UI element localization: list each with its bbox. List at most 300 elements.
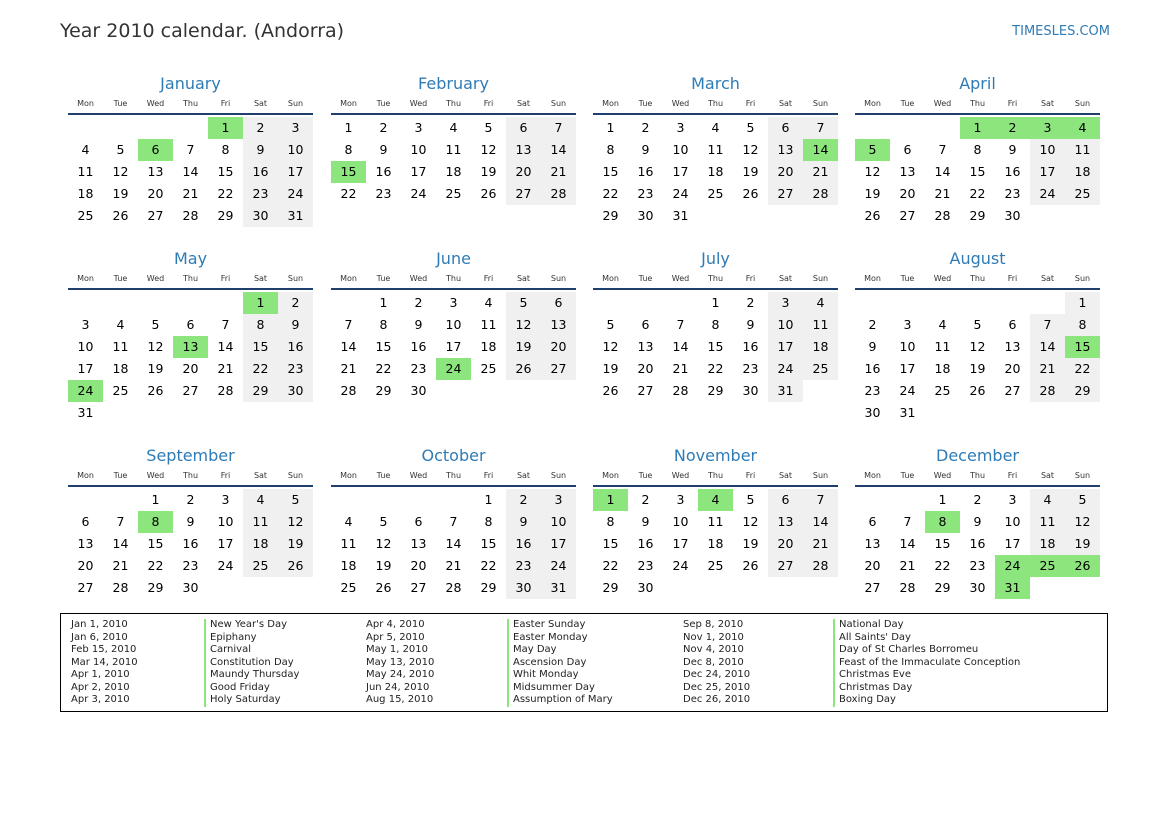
holiday-name: Good Friday: [210, 681, 270, 693]
day-cell: 3: [221, 492, 230, 507]
day-cell: 13: [899, 164, 916, 179]
day-cell: 27: [1004, 383, 1021, 398]
holiday-day-cell: 14: [803, 139, 838, 161]
day-cell: 30: [506, 577, 541, 599]
header-rule: [68, 113, 313, 115]
day-cell: 11: [934, 339, 951, 354]
day-cell: 25: [112, 383, 129, 398]
header-rule: [855, 288, 1100, 290]
week-row: [855, 577, 1100, 599]
day-cell: 19: [1065, 533, 1100, 555]
header-rule: [855, 113, 1100, 115]
holiday-date: May 24, 2010: [366, 669, 435, 680]
day-cell: 20: [899, 186, 916, 201]
week-row: [855, 533, 1100, 555]
empty-day-cell: [506, 380, 541, 402]
weekday-header: [68, 95, 313, 113]
day-cell: 13: [1004, 339, 1021, 354]
week-row: [593, 292, 838, 314]
day-cell: 28: [899, 580, 916, 595]
week-row: [331, 358, 576, 380]
weekday-label: Mon: [77, 471, 94, 480]
day-cell: 9: [868, 339, 877, 354]
day-cell: 17: [541, 533, 576, 555]
empty-day-cell: [103, 489, 138, 511]
week-row: [331, 577, 576, 599]
header-rule: [593, 288, 838, 290]
holiday-date: May 13, 2010: [366, 656, 435, 668]
week-row: [855, 380, 1100, 402]
day-cell: 25: [707, 186, 724, 201]
day-cell: 21: [803, 161, 838, 183]
day-cell: 18: [803, 336, 838, 358]
month-name: September: [146, 446, 235, 465]
week-row: [331, 533, 576, 555]
day-cell: 29: [602, 208, 619, 223]
day-cell: 30: [182, 580, 199, 595]
week-row: [593, 555, 838, 577]
day-cell: 10: [541, 511, 576, 533]
day-cell: 5: [973, 317, 982, 332]
empty-day-cell: [1065, 205, 1100, 227]
day-cell: 16: [1004, 164, 1021, 179]
day-cell: 6: [506, 117, 541, 139]
day-cell: 31: [768, 380, 803, 402]
day-cell: 7: [116, 514, 125, 529]
day-cell: 17: [77, 361, 94, 376]
day-cell: 22: [602, 186, 619, 201]
holiday-day-cell: 26: [1065, 555, 1100, 577]
day-cell: 26: [480, 186, 497, 201]
week-row: [855, 336, 1100, 358]
weekday-label: Wed: [933, 471, 952, 480]
day-cell: 9: [746, 317, 755, 332]
holiday-day-cell: 1: [243, 292, 278, 314]
day-cell: 3: [768, 292, 803, 314]
day-cell: 14: [541, 139, 576, 161]
weekday-label: Sat: [1040, 274, 1055, 283]
empty-day-cell: [925, 402, 960, 424]
day-cell: 20: [77, 558, 94, 573]
day-cell: 11: [803, 314, 838, 336]
day-cell: 6: [768, 489, 803, 511]
day-cell: 17: [1004, 536, 1021, 551]
day-cell: 27: [410, 580, 427, 595]
legend-dates-column: [71, 619, 138, 707]
day-cell: 1: [484, 492, 493, 507]
weekday-label: Sat: [253, 99, 268, 108]
day-cell: 25: [77, 208, 94, 223]
day-cell: 13: [410, 536, 427, 551]
day-cell: 22: [969, 186, 986, 201]
week-row: [68, 402, 313, 424]
day-cell: 28: [803, 183, 838, 205]
week-row: [331, 489, 576, 511]
day-cell: 28: [112, 580, 129, 595]
weekday-label: Fri: [220, 274, 231, 283]
month-june: [331, 248, 576, 402]
day-cell: 6: [541, 292, 576, 314]
brand-link[interactable]: TIMESLES.COM: [1012, 24, 1110, 39]
day-cell: 15: [375, 339, 392, 354]
week-row: [68, 183, 313, 205]
month-september: [68, 445, 313, 599]
weekday-label: Tue: [900, 99, 915, 108]
weekday-label: Thu: [445, 274, 462, 283]
day-cell: 9: [414, 317, 423, 332]
day-cell: 12: [742, 514, 759, 529]
weekday-label: Fri: [745, 274, 756, 283]
month-name: August: [949, 249, 1006, 268]
day-cell: 24: [899, 383, 916, 398]
day-cell: 18: [707, 164, 724, 179]
day-cell: 1: [938, 492, 947, 507]
weekday-label: Mon: [864, 99, 881, 108]
weekday-label: Sun: [1074, 99, 1091, 108]
holiday-date: May 1, 2010: [366, 644, 429, 655]
day-cell: 23: [375, 186, 392, 201]
day-cell: 12: [480, 142, 497, 157]
weekday-label: Thu: [969, 99, 986, 108]
day-cell: 13: [77, 536, 94, 551]
holiday-name: Maundy Thursday: [210, 669, 300, 680]
day-cell: 29: [602, 580, 619, 595]
day-cell: 25: [707, 558, 724, 573]
day-cell: 2: [243, 117, 278, 139]
weekday-label: Wed: [146, 99, 165, 108]
empty-day-cell: [68, 292, 103, 314]
holiday-date: Apr 4, 2010: [366, 619, 425, 630]
empty-day-cell: [733, 205, 768, 227]
day-cell: 25: [243, 555, 278, 577]
day-cell: 15: [602, 536, 619, 551]
day-cell: 7: [1030, 314, 1065, 336]
day-cell: 8: [711, 317, 720, 332]
day-cell: 13: [768, 139, 803, 161]
day-cell: 17: [410, 164, 427, 179]
weekday-label: Sat: [778, 471, 793, 480]
weekday-label: Mon: [864, 274, 881, 283]
holiday-day-cell: 8: [138, 511, 173, 533]
weekday-label: Wed: [409, 471, 428, 480]
day-cell: 26: [742, 186, 759, 201]
day-cell: 27: [899, 208, 916, 223]
week-row: [68, 139, 313, 161]
day-cell: 12: [506, 314, 541, 336]
week-row: [593, 117, 838, 139]
empty-day-cell: [890, 292, 925, 314]
day-cell: 2: [186, 492, 195, 507]
holiday-day-cell: 24: [68, 380, 103, 402]
day-cell: 26: [969, 383, 986, 398]
day-cell: 29: [375, 383, 392, 398]
day-cell: 11: [707, 514, 724, 529]
day-cell: 29: [243, 380, 278, 402]
holiday-day-cell: 24: [436, 358, 471, 380]
day-cell: 23: [637, 558, 654, 573]
day-cell: 11: [707, 142, 724, 157]
weekday-label: Tue: [376, 99, 391, 108]
day-cell: 12: [602, 339, 619, 354]
day-cell: 10: [278, 139, 313, 161]
day-cell: 24: [278, 183, 313, 205]
day-cell: 8: [973, 142, 982, 157]
empty-day-cell: [925, 292, 960, 314]
day-cell: 29: [934, 580, 951, 595]
empty-day-cell: [1030, 205, 1065, 227]
day-cell: 22: [602, 558, 619, 573]
week-row: [593, 533, 838, 555]
weekday-header: [855, 270, 1100, 288]
empty-day-cell: [471, 380, 506, 402]
weekday-label: Wed: [409, 274, 428, 283]
day-cell: 26: [864, 208, 881, 223]
day-cell: 6: [414, 514, 423, 529]
month-name: January: [160, 74, 221, 93]
day-cell: 18: [445, 164, 462, 179]
weekday-label: Fri: [483, 471, 494, 480]
day-cell: 7: [803, 117, 838, 139]
day-cell: 31: [77, 405, 94, 420]
weekday-label: Fri: [745, 471, 756, 480]
day-cell: 24: [217, 558, 234, 573]
weekday-label: Fri: [1007, 99, 1018, 108]
empty-day-cell: [890, 489, 925, 511]
day-cell: 4: [484, 295, 493, 310]
empty-day-cell: [401, 489, 436, 511]
weekday-label: Sun: [550, 274, 567, 283]
day-cell: 9: [278, 314, 313, 336]
week-row: [593, 314, 838, 336]
day-cell: 2: [746, 295, 755, 310]
day-cell: 10: [1004, 514, 1021, 529]
legend-names-column: [204, 619, 299, 707]
holiday-name: Ascension Day: [513, 656, 587, 668]
day-cell: 14: [340, 339, 357, 354]
weekday-header: [593, 270, 838, 288]
weekday-label: Mon: [602, 99, 619, 108]
day-cell: 12: [969, 339, 986, 354]
day-cell: 24: [672, 186, 689, 201]
day-cell: 17: [768, 336, 803, 358]
day-cell: 1: [606, 120, 615, 135]
day-cell: 14: [672, 339, 689, 354]
weekday-header: [855, 95, 1100, 113]
week-row: [855, 292, 1100, 314]
day-cell: 29: [217, 208, 234, 223]
week-row: [68, 358, 313, 380]
day-cell: 18: [340, 558, 357, 573]
day-cell: 29: [707, 383, 724, 398]
weekday-label: Tue: [638, 471, 653, 480]
header-rule: [331, 485, 576, 487]
day-cell: 24: [410, 186, 427, 201]
weekday-label: Mon: [864, 471, 881, 480]
weekday-header: [331, 95, 576, 113]
day-cell: 12: [112, 164, 129, 179]
weekday-label: Tue: [376, 274, 391, 283]
day-cell: 30: [742, 383, 759, 398]
day-cell: 23: [506, 555, 541, 577]
month-name: June: [436, 249, 471, 268]
day-cell: 23: [637, 186, 654, 201]
holiday-day-cell: 1: [960, 117, 995, 139]
empty-day-cell: [436, 380, 471, 402]
day-cell: 13: [637, 339, 654, 354]
day-cell: 7: [221, 317, 230, 332]
empty-day-cell: [278, 577, 313, 599]
day-cell: 17: [899, 361, 916, 376]
day-cell: 20: [1004, 361, 1021, 376]
day-cell: 18: [707, 536, 724, 551]
weekday-label: Thu: [969, 471, 986, 480]
day-cell: 5: [506, 292, 541, 314]
day-cell: 4: [81, 142, 90, 157]
day-cell: 15: [707, 339, 724, 354]
empty-day-cell: [138, 402, 173, 424]
day-cell: 16: [637, 164, 654, 179]
day-cell: 14: [934, 164, 951, 179]
day-cell: 4: [116, 317, 125, 332]
day-cell: 18: [77, 186, 94, 201]
empty-day-cell: [768, 205, 803, 227]
day-cell: 8: [221, 142, 230, 157]
day-cell: 22: [147, 558, 164, 573]
week-row: [68, 314, 313, 336]
week-row: [68, 117, 313, 139]
day-cell: 8: [344, 142, 353, 157]
day-cell: 3: [1008, 492, 1017, 507]
weekday-label: Wed: [671, 471, 690, 480]
month-name: October: [421, 446, 486, 465]
weekday-label: Mon: [602, 471, 619, 480]
empty-day-cell: [855, 117, 890, 139]
day-cell: 29: [1065, 380, 1100, 402]
weekday-label: Sun: [287, 99, 304, 108]
day-cell: 12: [375, 536, 392, 551]
day-cell: 10: [899, 339, 916, 354]
day-cell: 28: [340, 383, 357, 398]
holiday-day-cell: 4: [698, 489, 733, 511]
day-cell: 12: [742, 142, 759, 157]
day-cell: 2: [379, 120, 388, 135]
day-cell: 13: [541, 314, 576, 336]
empty-day-cell: [103, 117, 138, 139]
day-cell: 19: [602, 361, 619, 376]
legend-names-column: [833, 619, 1020, 707]
day-cell: 19: [278, 533, 313, 555]
weekday-header: [855, 467, 1100, 485]
day-cell: 26: [742, 558, 759, 573]
holiday-name: Christmas Day: [839, 681, 913, 693]
week-row: [68, 292, 313, 314]
day-cell: 21: [899, 558, 916, 573]
day-cell: 24: [541, 555, 576, 577]
empty-day-cell: [663, 577, 698, 599]
day-cell: 15: [147, 536, 164, 551]
week-row: [593, 489, 838, 511]
holiday-name: Day of St Charles Borromeu: [839, 644, 979, 655]
day-cell: 16: [243, 161, 278, 183]
day-cell: 9: [186, 514, 195, 529]
day-cell: 27: [768, 555, 803, 577]
empty-day-cell: [960, 292, 995, 314]
empty-day-cell: [103, 402, 138, 424]
holiday-date: Dec 26, 2010: [683, 694, 751, 705]
holiday-date: Apr 2, 2010: [71, 681, 130, 693]
week-row: [593, 183, 838, 205]
weekday-label: Sun: [550, 471, 567, 480]
holiday-name: Constitution Day: [210, 656, 294, 668]
week-row: [855, 358, 1100, 380]
holiday-date: Sep 8, 2010: [683, 619, 744, 630]
weekday-label: Wed: [933, 99, 952, 108]
day-cell: 9: [506, 511, 541, 533]
day-cell: 26: [112, 208, 129, 223]
empty-day-cell: [855, 292, 890, 314]
week-row: [855, 511, 1100, 533]
holiday-name: Christmas Eve: [839, 669, 911, 680]
day-cell: 7: [344, 317, 353, 332]
week-row: [68, 205, 313, 227]
day-cell: 8: [1065, 314, 1100, 336]
holiday-day-cell: 24: [995, 555, 1030, 577]
weekday-label: Thu: [182, 274, 199, 283]
week-row: [331, 117, 576, 139]
day-cell: 29: [147, 580, 164, 595]
header-rule: [855, 485, 1100, 487]
week-row: [68, 511, 313, 533]
day-cell: 17: [672, 164, 689, 179]
day-cell: 17: [1030, 161, 1065, 183]
day-cell: 13: [506, 139, 541, 161]
day-cell: 7: [449, 514, 458, 529]
empty-day-cell: [855, 489, 890, 511]
weekday-label: Sat: [778, 274, 793, 283]
day-cell: 31: [278, 205, 313, 227]
weekday-label: Thu: [707, 471, 724, 480]
day-cell: 28: [182, 208, 199, 223]
day-cell: 16: [410, 339, 427, 354]
day-cell: 2: [973, 492, 982, 507]
legend-dates-column: [366, 619, 434, 707]
month-january: [68, 73, 313, 227]
empty-day-cell: [803, 577, 838, 599]
holiday-day-cell: 3: [1030, 117, 1065, 139]
day-cell: 16: [506, 533, 541, 555]
day-cell: 6: [868, 514, 877, 529]
weekday-header: [68, 270, 313, 288]
week-row: [855, 402, 1100, 424]
day-cell: 10: [410, 142, 427, 157]
day-cell: 23: [969, 558, 986, 573]
day-cell: 5: [151, 317, 160, 332]
weekday-label: Wed: [146, 274, 165, 283]
empty-day-cell: [541, 380, 576, 402]
weekday-header: [331, 270, 576, 288]
day-cell: 9: [1008, 142, 1017, 157]
day-cell: 15: [480, 536, 497, 551]
empty-day-cell: [995, 292, 1030, 314]
empty-day-cell: [733, 577, 768, 599]
day-cell: 22: [375, 361, 392, 376]
day-cell: 11: [340, 536, 357, 551]
empty-day-cell: [960, 402, 995, 424]
week-row: [855, 183, 1100, 205]
day-cell: 4: [803, 292, 838, 314]
day-cell: 4: [1030, 489, 1065, 511]
empty-day-cell: [208, 292, 243, 314]
